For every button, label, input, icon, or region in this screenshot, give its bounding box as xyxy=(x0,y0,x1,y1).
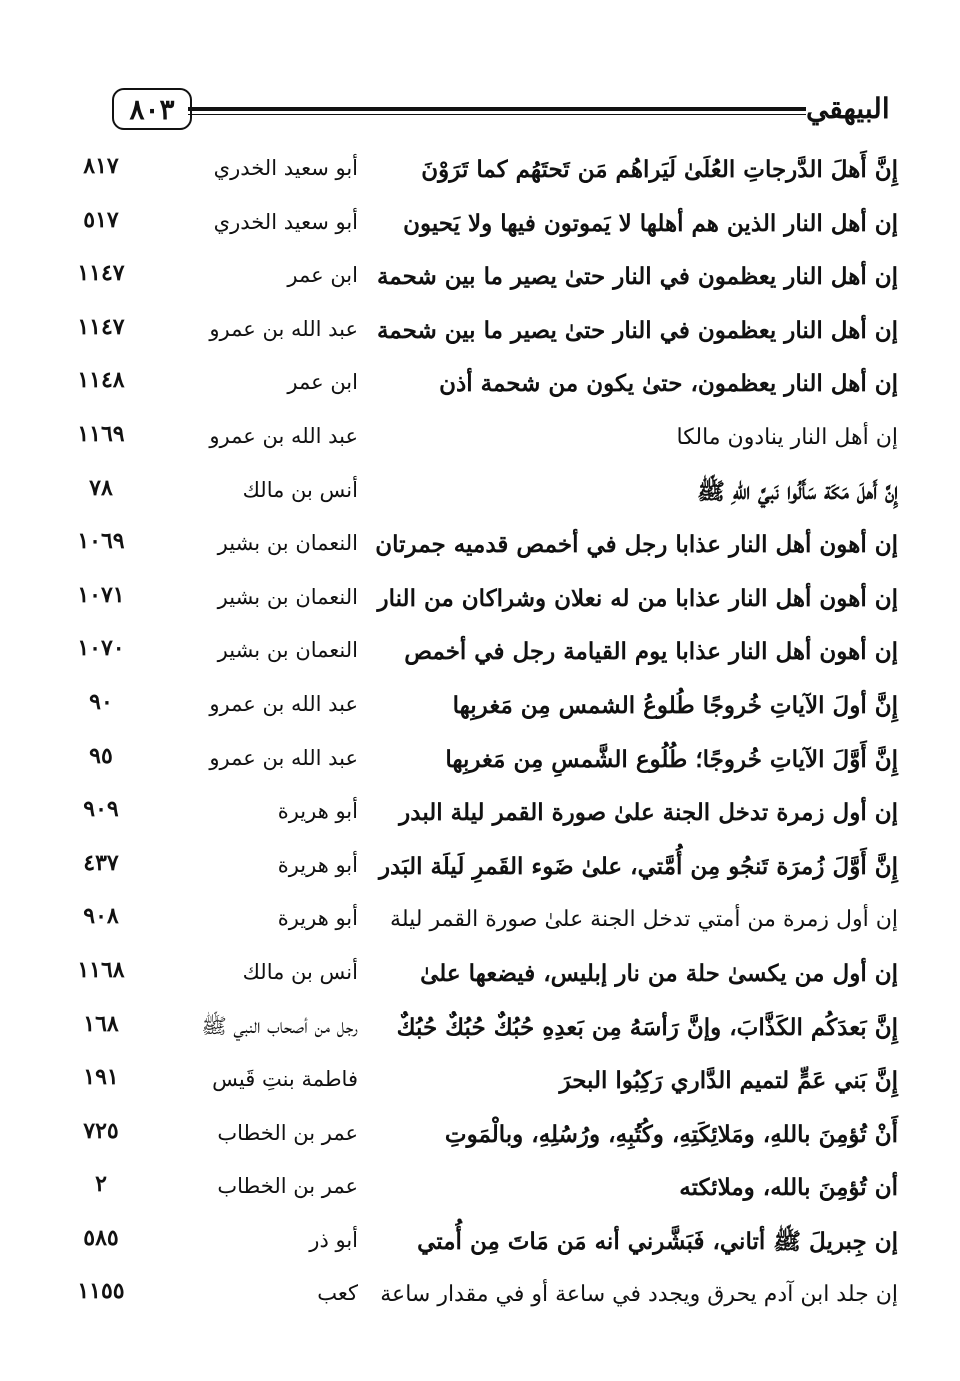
hadith-text: إن جلد ابن آدم يحرق ويجدد في ساعة أو في مقدار ساعة xyxy=(380,1282,898,1308)
narrator-name: عمر بن الخطاب xyxy=(217,1174,358,1199)
narrator-name: عبد الله بن عمرو xyxy=(209,423,358,448)
hadith-text: إِنَّ بَعدَكُم الكَذَّابَ، وإنَّ رَأسَهُ مِن بَعدِهِ حُبُكٌ حُبُكٌ حُبُكٌ xyxy=(396,1013,898,1041)
hadith-text: أن تُؤمِنَ بالله، وملائكته xyxy=(679,1174,898,1202)
hadith-number: ١١٤٨ xyxy=(77,367,125,394)
index-row xyxy=(56,255,898,309)
index-row xyxy=(56,1113,898,1167)
index-row xyxy=(56,1059,898,1113)
narrator-name: كعب xyxy=(317,1281,358,1306)
narrator-name: فاطمة بنتِ قَيس xyxy=(212,1067,358,1092)
hadith-text: إن أهل النار يعظمون، حتىٰ يكون من شحمة أذن xyxy=(439,370,898,398)
narrator-name: عبد الله بن عمرو xyxy=(209,745,358,770)
page-header xyxy=(112,88,902,132)
narrator-name: أبو هريرة xyxy=(277,852,358,877)
index-row xyxy=(56,1006,898,1060)
hadith-text: إن أهل النار الذين هم أهلها لا يَموتون فيها ولا يَحيون xyxy=(403,209,898,237)
hadith-index-list xyxy=(56,148,898,1327)
hadith-number: ١٠٧١ xyxy=(77,581,125,608)
hadith-number: ١١٦٩ xyxy=(77,420,125,447)
narrator-name: عبد الله بن عمرو xyxy=(209,316,358,341)
narrator-name: ابن عمر xyxy=(287,370,358,395)
index-row xyxy=(56,1220,898,1274)
narrator-name: عمر بن الخطاب xyxy=(217,1120,358,1145)
hadith-number: ٨١٧ xyxy=(83,153,119,179)
index-row xyxy=(56,1273,898,1327)
page-number: ٨٠٣ xyxy=(112,88,192,130)
hadith-number: ٧٢٥ xyxy=(83,1117,119,1144)
hadith-text: إن أهل النار يعظمون في النار حتىٰ يصير ما بين شحمة xyxy=(376,316,898,344)
hadith-number: ١٦٨ xyxy=(83,1010,119,1037)
hadith-number: ٩٥ xyxy=(89,742,113,769)
hadith-number: ١٠٧٠ xyxy=(77,635,125,662)
index-row xyxy=(56,523,898,577)
narrator-name: ابن عمر xyxy=(287,263,358,288)
hadith-text: إِنَّ أَهلَ مَكَة سَأَلُوا نَبيَّ اللهِ ﷺ xyxy=(697,477,898,505)
index-row xyxy=(56,577,898,631)
index-row xyxy=(56,898,898,952)
hadith-number: ٩٠ xyxy=(89,688,113,715)
index-row xyxy=(56,309,898,363)
narrator-name: رجل من أصحاب النبي ﷺ xyxy=(201,1013,358,1038)
header-title: البيهقي xyxy=(806,91,890,125)
index-row xyxy=(56,1166,898,1220)
hadith-number: ١١٦٨ xyxy=(77,956,125,983)
hadith-text: إن أهل النار ينادون مالكا xyxy=(676,424,898,450)
hadith-text: إن جِبريلَ ﷺ أتاني، فَبَشَّرني أنه مَن مَاتَ مِن أُمتي xyxy=(417,1227,898,1255)
hadith-text: إِنَّ أَهلَ الدَّرجاتِ العُلَىٰ لَيَراهُم مَن تَحتَهُم كما تَرَوْنَ xyxy=(421,156,898,183)
narrator-name: أنس بن مالك xyxy=(242,477,358,502)
header-rule-thin xyxy=(188,114,806,115)
narrator-name: أبو هريرة xyxy=(277,906,358,931)
hadith-number: ٧٨ xyxy=(89,474,113,501)
hadith-number: ٢ xyxy=(95,1171,107,1198)
index-row xyxy=(56,416,898,470)
hadith-text: إِنَّ أولَ الآياتِ خُروجًا طُلوعُ الشمس مِن مَغربِها xyxy=(452,691,898,719)
hadith-text: إن أول زمرة من أمتي تدخل الجنة علىٰ صورة القمر ليلة xyxy=(390,907,898,933)
hadith-text: إن أهون أهل النار عذابا يوم القيامة رجل في أخمص xyxy=(404,638,898,666)
narrator-name: النعمان بن بشير xyxy=(217,531,358,556)
index-row xyxy=(56,148,898,202)
hadith-text: إن أهون أهل النار عذابا من له نعلان وشراكان من النار xyxy=(377,584,898,612)
header-rule xyxy=(188,107,806,111)
hadith-text: إِنَّ أَوَّلَ الآياتِ خُروجًا؛ طُلُوع الشَّمسِ مِن مَغربِها xyxy=(445,745,898,773)
narrator-name: أبو هريرة xyxy=(277,799,358,824)
hadith-number: ٥٨٥ xyxy=(83,1224,119,1251)
index-row xyxy=(56,362,898,416)
hadith-text: إِنَّ أَوَّلَ زُمرَة تَنجُو مِن أُمَّتي، علىٰ ضَوء القَمرِ لَيلَة البَدر xyxy=(378,852,898,880)
narrator-name: عبد الله بن عمرو xyxy=(209,691,358,716)
narrator-name: أبو سعيد الخدري xyxy=(213,156,358,180)
hadith-number: ١٠٦٩ xyxy=(77,528,125,555)
hadith-text: إن أهل النار يعظمون في النار حتىٰ يصير ما بين شحمة xyxy=(376,263,898,291)
hadith-text: إن أول من يكسىٰ حلة من نار إبليس، فيضعها علىٰ xyxy=(420,959,898,987)
hadith-number: ١٩١ xyxy=(83,1064,119,1091)
index-row xyxy=(56,202,898,256)
index-row xyxy=(56,630,898,684)
narrator-name: أنس بن مالك xyxy=(242,959,358,984)
hadith-number: ٩٠٩ xyxy=(83,796,119,823)
hadith-number: ٤٣٧ xyxy=(83,849,119,876)
narrator-name: أبو سعيد الخدري xyxy=(213,209,358,234)
index-row xyxy=(56,684,898,738)
narrator-name: أبو ذر xyxy=(309,1227,358,1252)
hadith-number: ٥١٧ xyxy=(83,206,119,233)
hadith-number: ٩٠٨ xyxy=(83,903,119,930)
index-row xyxy=(56,845,898,899)
hadith-number: ١١٥٥ xyxy=(77,1278,125,1305)
narrator-name: النعمان بن بشير xyxy=(217,638,358,663)
narrator-name: النعمان بن بشير xyxy=(217,584,358,609)
hadith-text: إِنَّ بَني عَمٍّ لتميم الدَّاري رَكِبُوا البحرَ xyxy=(559,1067,898,1095)
index-row xyxy=(56,791,898,845)
hadith-text: إن أهون أهل النار عذابا رجل في أخمص قدميه جمرتان xyxy=(375,531,898,559)
index-row xyxy=(56,738,898,792)
hadith-number: ١١٤٧ xyxy=(77,260,125,287)
hadith-text: إن أول زمرة تدخل الجنة علىٰ صورة القمر ليلة البدر xyxy=(399,799,898,827)
hadith-number: ١١٤٧ xyxy=(77,313,125,340)
hadith-text: أَنْ تُؤمِنَ باللهِ، ومَلائِكَتِهِ، وكُتُبِهِ، ورُسُلِهِ، وبالْمَوتِ xyxy=(444,1120,898,1148)
index-row xyxy=(56,952,898,1006)
index-row xyxy=(56,470,898,524)
